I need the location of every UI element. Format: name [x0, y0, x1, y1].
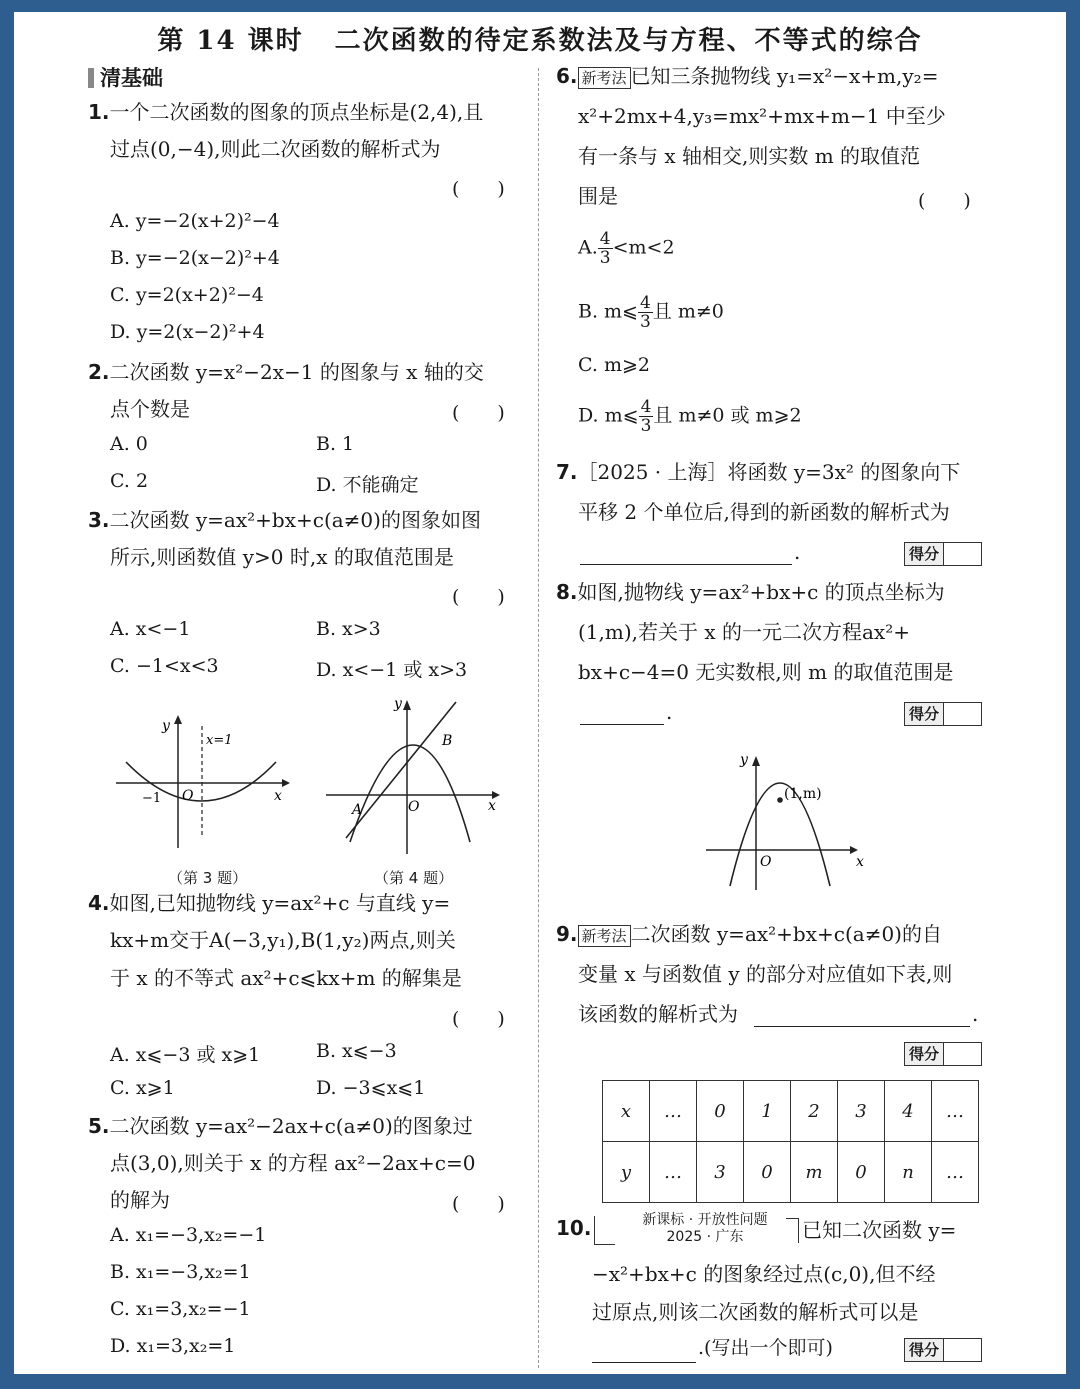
q2-option-b[interactable]: B. 1	[316, 433, 355, 455]
vertex-point	[777, 797, 783, 803]
q4-option-b[interactable]: B. x⩽−3	[316, 1040, 397, 1062]
table-row: x … 0 1 2 3 4 …	[603, 1081, 979, 1142]
answer-bracket[interactable]: ( )	[452, 586, 505, 608]
x-arrow-icon	[282, 779, 290, 787]
score-box[interactable]: 得分	[904, 1338, 982, 1362]
q4-option-d[interactable]: D. −3⩽x⩽1	[316, 1077, 426, 1099]
question-5-line1: 5.二次函数 y=ax²−2ax+c(a≠0)的图象过	[88, 1114, 473, 1138]
q7-answer-blank[interactable]	[580, 540, 792, 565]
curriculum-tag: 新课标 · 开放性问题 2025 · 广东	[642, 1212, 768, 1245]
q4-option-c[interactable]: C. x⩾1	[110, 1077, 175, 1099]
figure-8-parabola-graph	[700, 750, 870, 895]
origin-label: O	[408, 799, 420, 815]
q6-option-c[interactable]: C. m⩾2	[578, 354, 650, 376]
question-9-line2: 变量 x 与函数值 y 的部分对应值如下表,则	[578, 962, 953, 986]
figure-4-caption: （第 4 题）	[374, 869, 454, 887]
question-2-line2: 点个数是	[110, 397, 190, 421]
column-divider	[538, 68, 539, 1368]
question-9-line1: 9. 新考法 二次函数 y=ax²+bx+c(a≠0)的自	[556, 922, 942, 946]
lesson-topic: 二次函数的待定系数法及与方程、不等式的综合	[334, 26, 923, 56]
value-table	[602, 1080, 979, 1203]
q3-option-d[interactable]: D. x<−1 或 x>3	[316, 659, 468, 681]
tag-bracket-left	[594, 1216, 615, 1245]
section-bar-icon	[88, 68, 94, 88]
q1-option-c[interactable]: C. y=2(x+2)²−4	[110, 284, 264, 306]
x-label: x	[856, 854, 864, 870]
point-a-label: A	[352, 802, 363, 818]
question-5-line2: 点(3,0),则关于 x 的方程 ax²−2ax+c=0	[110, 1151, 476, 1175]
score-box[interactable]: 得分	[904, 702, 982, 726]
fraction: $\frac{4}{3}$	[599, 229, 611, 268]
answer-bracket[interactable]: ( )	[452, 178, 505, 200]
question-6-line1: 6. 新考法 已知三条抛物线 y₁=x²−x+m,y₂=	[556, 64, 939, 88]
y-label: y	[740, 752, 748, 768]
question-8-line1: 8.如图,抛物线 y=ax²+bx+c 的顶点坐标为	[556, 580, 945, 604]
root-label: −1	[142, 791, 162, 806]
origin-label: O	[182, 788, 194, 804]
question-10-line2: −x²+bx+c 的图象经过点(c,0),但不经	[592, 1262, 936, 1286]
straight-line	[346, 702, 456, 838]
question-9-line3: 该函数的解析式为	[578, 1002, 738, 1026]
y-arrow-icon	[403, 700, 411, 710]
axis-label: x=1	[206, 733, 233, 748]
question-4-line1: 4.如图,已知抛物线 y=ax²+c 与直线 y=	[88, 891, 451, 915]
q2-option-a[interactable]: A. 0	[110, 433, 148, 455]
q6-option-b[interactable]: B. m⩽ $\frac{4}{3}$ 且 m≠0	[578, 293, 724, 332]
lesson-number: 第 14 课时	[157, 26, 304, 56]
answer-bracket[interactable]: ( )	[452, 1008, 505, 1030]
question-7-line1: 7.［2025 · 上海］将函数 y=3x² 的图象向下	[556, 460, 961, 484]
figure-4-parabola-line-graph	[320, 692, 500, 862]
q6-option-d[interactable]: D. m⩽ $\frac{4}{3}$ 且 m≠0 或 m⩾2	[578, 397, 802, 436]
y-arrow-icon	[752, 756, 760, 766]
figure-3-caption: （第 3 题）	[168, 869, 248, 887]
question-1-line2: 过点(0,−4),则此二次函数的解析式为	[110, 137, 441, 161]
score-box[interactable]: 得分	[904, 1042, 982, 1066]
x-label: x	[274, 788, 282, 804]
q5-option-d[interactable]: D. x₁=3,x₂=1	[110, 1335, 236, 1357]
fraction: $\frac{4}{3}$	[639, 293, 651, 332]
answer-bracket[interactable]: ( )	[452, 1193, 505, 1215]
q8-answer-blank[interactable]	[580, 700, 664, 725]
q10-answer-blank[interactable]	[592, 1338, 696, 1363]
point-b-label: B	[442, 733, 453, 749]
question-10-line3: 过原点,则该二次函数的解析式可以是	[592, 1300, 919, 1324]
question-2-line1: 2.二次函数 y=x²−2x−1 的图象与 x 轴的交	[88, 360, 484, 384]
q3-option-a[interactable]: A. x<−1	[110, 618, 191, 640]
q5-option-c[interactable]: C. x₁=3,x₂=−1	[110, 1298, 251, 1320]
worksheet-page: 第 14 课时 二次函数的待定系数法及与方程、不等式的综合 清基础 1.一个二次函数的图象的顶点坐标是(2,4),且 过点(0,−4),则此二次函数的解析式为 ( ) A. y=−2(x+2)²−4 B. y=−2(x−2)²+4 C. y=2(x+2)²−4 D. y=2(x−2)²+4 2.二次函数 y=x²−2x−1 的图象与 x 轴的交 点个数是 ( ) A. 0 B. 1 C. 2 D. 不能确定 3.二次函数 y=ax²+bx+c(a≠0)的图象如图 所示,则函数值 y>0 时,x 的取值范围是 ( ) A. x<−1 B. x>3 C. −1<x<3 D. x<−1 或 x>3 y x O −1 x=1 （第 3 题） y x O A B （第 4 题） 4.如图,已知抛物线 y=ax²+c 与直线 y= kx+m交于A(−3,y₁),B(1,y₂)两点,则关 于 x 的不等式 ax²+c⩽kx+m 的解集是 ( ) A. x⩽−3 或 x⩾1 B. x⩽−3 C. x⩾1 D. −3⩽x⩽1 5.二次函数 y=ax²−2ax+c(a≠0)的图象过 点(3,0),则关于 x 的方程 ax²−2ax+c=0 的解为 ( ) A. x₁=−3,x₂=−1 B. x₁=−3,x₂=1 C. x₁=3,x₂=−1 D. x₁=3,x₂=1 6. 新考法 已知三条抛物线 y₁=x²−x+m,y₂= x²+2mx+4,y₃=mx²+mx+m−1 中至少 有一条与 x 轴相交,则实数 m 的取值范 围是 ( ) A. $\frac{4}{3}$ <m<2 B. m⩽ $\frac{4}{3}$ 且 m≠0 C. m⩾2 D. m⩽ $\frac{4}{3}$ 且 m≠0 或 m⩾2 7.［2025 · 上海］将函数 y=3x² 的图象向下 平移 2 个单位后,得到的新函数的解析式为 . 得分 8.如图,抛物线 y=ax²+bx+c 的顶点坐标为 (1,m),若关于 x 的一元二次方程ax²+ bx+c−4=0 无实数根,则 m 的取值范围是 . 得分 y x O (1,m) 9. 新考法 二次函数 y=ax²+bx+c(a≠0)的自 变量 x 与函数值 y 的部分对应值如下表,则 该函数的解析式为 . 得分 x … 0 1 2 3 4 … y … 3 0 m 0 n … 10. 新课标 · 开放性问题 2025 · 广东 已知二次函数 y= −x²+bx+c 的图象经过点(c,0),但不经 过原点,则该二次函数的解析式可以是 .(写出一个即可) 得分	[14, 12, 1066, 1374]
question-5-line3: 的解为	[110, 1188, 170, 1212]
q1-option-a[interactable]: A. y=−2(x+2)²−4	[110, 210, 280, 232]
q4-option-a[interactable]: A. x⩽−3 或 x⩾1	[110, 1044, 261, 1066]
question-6-line3: 有一条与 x 轴相交,则实数 m 的取值范	[578, 144, 921, 168]
x-label: x	[488, 798, 496, 814]
table-row: y … 3 0 m 0 n …	[603, 1142, 979, 1203]
q3-option-b[interactable]: B. x>3	[316, 618, 381, 640]
question-6-line2: x²+2mx+4,y₃=mx²+mx+m−1 中至少	[578, 104, 946, 128]
page-title	[14, 20, 1066, 57]
figure-3-parabola-graph	[110, 712, 290, 852]
fraction: $\frac{4}{3}$	[640, 397, 652, 436]
q1-option-b[interactable]: B. y=−2(x−2)²+4	[110, 247, 280, 269]
new-method-tag: 新考法	[578, 925, 631, 947]
q6-option-a[interactable]: A. $\frac{4}{3}$ <m<2	[578, 229, 675, 268]
q1-option-d[interactable]: D. y=2(x−2)²+4	[110, 321, 265, 343]
question-4-line2: kx+m交于A(−3,y₁),B(1,y₂)两点,则关	[110, 928, 456, 952]
y-arrow-icon	[174, 715, 182, 724]
y-label: y	[162, 718, 170, 734]
question-8-line2: (1,m),若关于 x 的一元二次方程ax²+	[578, 620, 910, 644]
question-6-line4: 围是	[578, 184, 618, 208]
question-8-line3: bx+c−4=0 无实数根,则 m 的取值范围是	[578, 660, 954, 684]
q9-answer-blank[interactable]	[754, 1002, 970, 1027]
question-4-line3: 于 x 的不等式 ax²+c⩽kx+m 的解集是	[110, 966, 462, 990]
tag-bracket-right	[786, 1218, 799, 1243]
q5-option-b[interactable]: B. x₁=−3,x₂=1	[110, 1261, 251, 1283]
answer-bracket[interactable]: ( )	[452, 402, 505, 424]
vertex-label: (1,m)	[784, 786, 822, 802]
new-method-tag: 新考法	[578, 67, 631, 89]
q3-option-c[interactable]: C. −1<x<3	[110, 655, 219, 677]
answer-bracket[interactable]: ( )	[918, 190, 971, 212]
x-arrow-icon	[850, 846, 858, 854]
score-box[interactable]: 得分	[904, 542, 982, 566]
question-3-line2: 所示,则函数值 y>0 时,x 的取值范围是	[110, 545, 454, 569]
q5-option-a[interactable]: A. x₁=−3,x₂=−1	[110, 1224, 267, 1246]
origin-label: O	[760, 854, 772, 870]
question-1-line1: 1.一个二次函数的图象的顶点坐标是(2,4),且	[88, 100, 484, 124]
section-heading: 清基础	[88, 62, 163, 92]
question-3-line1: 3.二次函数 y=ax²+bx+c(a≠0)的图象如图	[88, 508, 481, 532]
y-label: y	[394, 696, 402, 712]
q2-option-c[interactable]: C. 2	[110, 470, 149, 492]
question-7-line2: 平移 2 个单位后,得到的新函数的解析式为	[578, 500, 950, 524]
q2-option-d[interactable]: D. 不能确定	[316, 474, 419, 496]
